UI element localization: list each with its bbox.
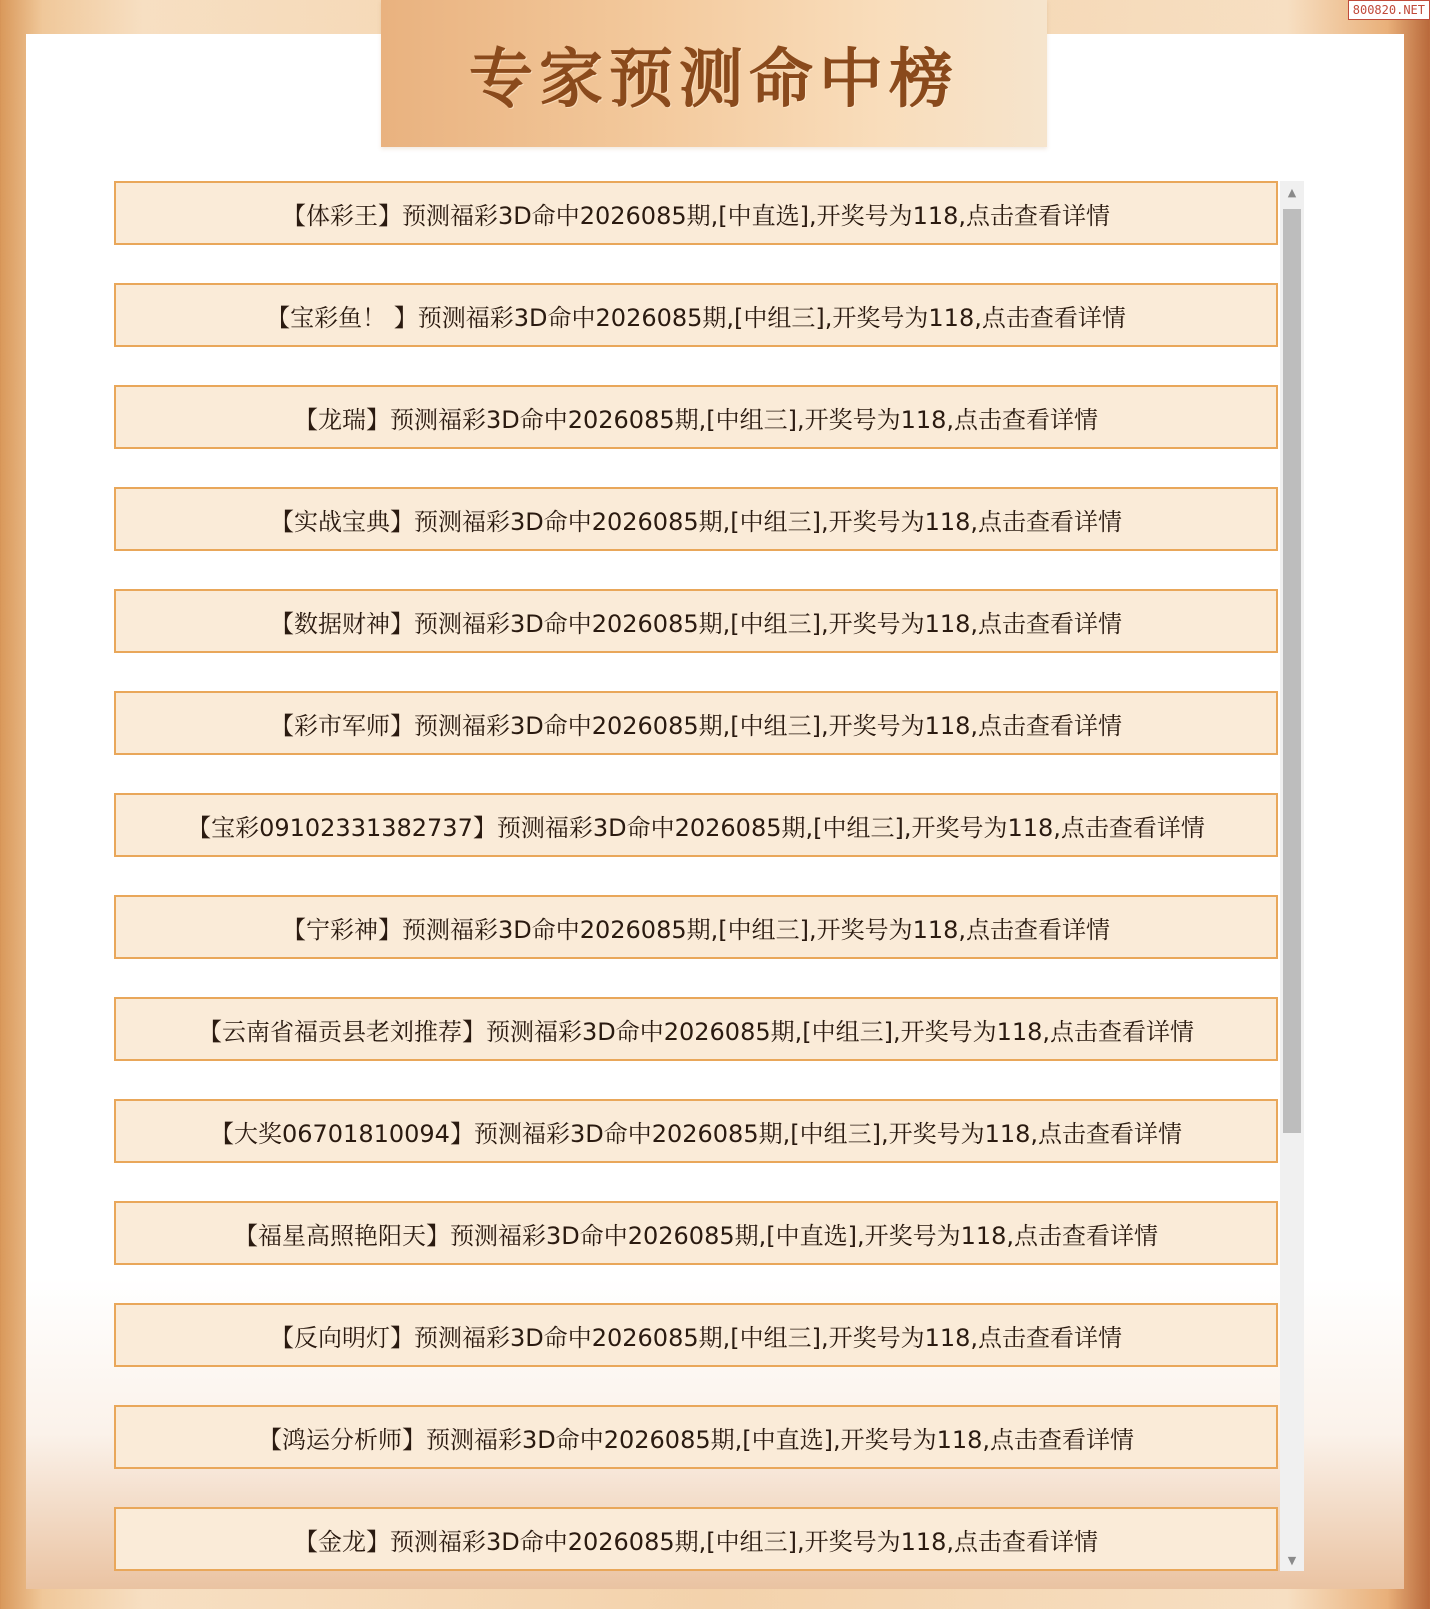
list-item[interactable]: 【大奖06701810094】预测福彩3D命中2026085期,[中组三],开奖号为118,点击查看详情 bbox=[114, 1099, 1278, 1163]
list-item[interactable]: 【体彩王】预测福彩3D命中2026085期,[中直选],开奖号为118,点击查看详情 bbox=[114, 181, 1278, 245]
list-item[interactable]: 【福星高照艳阳天】预测福彩3D命中2026085期,[中直选],开奖号为118,点击查看详情 bbox=[114, 1201, 1278, 1265]
list-item[interactable]: 【宁彩神】预测福彩3D命中2026085期,[中组三],开奖号为118,点击查看详情 bbox=[114, 895, 1278, 959]
list-item[interactable]: 【宝彩09102331382737】预测福彩3D命中2026085期,[中组三],开奖号为118,点击查看详情 bbox=[114, 793, 1278, 857]
list-item[interactable]: 【实战宝典】预测福彩3D命中2026085期,[中组三],开奖号为118,点击查看详情 bbox=[114, 487, 1278, 551]
scroll-down-arrow-icon[interactable]: ▼ bbox=[1287, 1553, 1297, 1567]
list-item[interactable]: 【龙瑞】预测福彩3D命中2026085期,[中组三],开奖号为118,点击查看详情 bbox=[114, 385, 1278, 449]
list-item[interactable]: 【云南省福贡县老刘推荐】预测福彩3D命中2026085期,[中组三],开奖号为118,点击查看详情 bbox=[114, 997, 1278, 1061]
list-item[interactable]: 【鸿运分析师】预测福彩3D命中2026085期,[中直选],开奖号为118,点击查看详情 bbox=[114, 1405, 1278, 1469]
list-item[interactable]: 【彩市军师】预测福彩3D命中2026085期,[中组三],开奖号为118,点击查看详情 bbox=[114, 691, 1278, 755]
scroll-up-arrow-icon[interactable]: ▲ bbox=[1287, 185, 1297, 199]
watermark: 800820.NET bbox=[1348, 0, 1430, 20]
list-item[interactable]: 【金龙】预测福彩3D命中2026085期,[中组三],开奖号为118,点击查看详情 bbox=[114, 1507, 1278, 1571]
list-item[interactable]: 【数据财神】预测福彩3D命中2026085期,[中组三],开奖号为118,点击查看详情 bbox=[114, 589, 1278, 653]
prediction-list bbox=[114, 181, 1278, 1609]
list-item[interactable]: 【反向明灯】预测福彩3D命中2026085期,[中组三],开奖号为118,点击查看详情 bbox=[114, 1303, 1278, 1367]
page-title: 专家预测命中榜 bbox=[469, 42, 959, 117]
list-item[interactable]: 【宝彩鱼！ 】预测福彩3D命中2026085期,[中组三],开奖号为118,点击查看详情 bbox=[114, 283, 1278, 347]
vertical-scrollbar[interactable] bbox=[1280, 181, 1304, 1571]
title-banner bbox=[381, 0, 1047, 147]
scroll-thumb[interactable] bbox=[1283, 209, 1301, 1133]
